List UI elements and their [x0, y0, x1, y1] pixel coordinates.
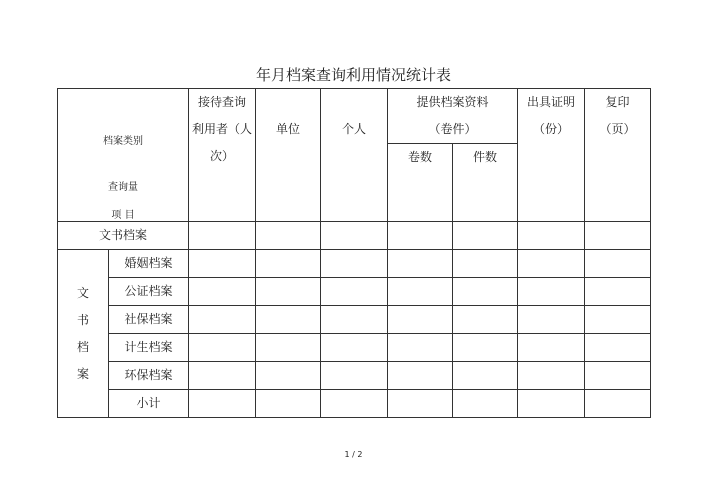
cell[interactable]	[388, 390, 453, 418]
header-provide	[388, 89, 518, 144]
cell[interactable]	[388, 222, 453, 250]
cell[interactable]	[256, 334, 321, 362]
cell[interactable]	[453, 250, 518, 278]
cell[interactable]	[321, 334, 388, 362]
page-number: 1 / 2	[344, 450, 363, 459]
cell[interactable]	[256, 306, 321, 334]
header-certificate-line: （份）	[533, 122, 570, 136]
row-label: 环保档案	[109, 362, 189, 390]
header-copy-line: （页）	[599, 122, 636, 136]
cell[interactable]	[518, 362, 585, 390]
cell[interactable]	[518, 250, 585, 278]
header-certificate	[518, 89, 585, 222]
header-person-label: 个人	[341, 122, 366, 136]
cell[interactable]	[388, 278, 453, 306]
header-receive-line: 利用者（人	[191, 122, 252, 136]
table-row	[58, 250, 651, 278]
cell[interactable]	[321, 222, 388, 250]
statistics-table	[57, 88, 651, 418]
cell[interactable]	[453, 306, 518, 334]
cell[interactable]	[256, 390, 321, 418]
table-row	[58, 390, 651, 418]
cell[interactable]	[518, 390, 585, 418]
cell[interactable]	[585, 250, 651, 278]
cell[interactable]	[585, 362, 651, 390]
header-certificate-line: 出具证明	[527, 95, 576, 109]
cell[interactable]	[388, 362, 453, 390]
group-label-char: 案	[76, 366, 89, 381]
cell[interactable]	[189, 334, 256, 362]
cell[interactable]	[189, 278, 256, 306]
row-label: 公证档案	[109, 278, 189, 306]
header-copy	[585, 89, 651, 222]
cell[interactable]	[453, 334, 518, 362]
cell[interactable]	[518, 334, 585, 362]
cell[interactable]	[321, 390, 388, 418]
table-row	[58, 278, 651, 306]
cell[interactable]	[453, 390, 518, 418]
cell[interactable]	[453, 222, 518, 250]
header-receive	[189, 89, 256, 222]
cell[interactable]	[388, 306, 453, 334]
cell[interactable]	[321, 250, 388, 278]
cell[interactable]	[453, 278, 518, 306]
cell[interactable]	[585, 306, 651, 334]
row-label-subtotal: 小计	[109, 390, 189, 418]
cell[interactable]	[321, 362, 388, 390]
cell[interactable]	[321, 306, 388, 334]
cell[interactable]	[189, 362, 256, 390]
header-unit	[256, 89, 321, 222]
row-label-main: 文书档案	[58, 222, 189, 250]
cell[interactable]	[189, 306, 256, 334]
corner-category: 档案类别	[103, 136, 143, 147]
table-row	[58, 306, 651, 334]
cell[interactable]	[518, 306, 585, 334]
header-receive-line: 接待查询	[197, 95, 246, 109]
header-unit-label: 单位	[275, 122, 300, 136]
cell[interactable]	[585, 278, 651, 306]
table-row	[58, 362, 651, 390]
group-label-char: 文	[76, 285, 89, 300]
header-provide-line: 提供档案资料	[416, 95, 489, 109]
header-volumes: 卷数	[388, 144, 453, 222]
header-corner-cell	[58, 89, 189, 222]
header-provide-line: （卷件）	[428, 122, 477, 136]
group-label	[58, 250, 109, 418]
row-label: 计生档案	[109, 334, 189, 362]
cell[interactable]	[585, 222, 651, 250]
cell[interactable]	[321, 278, 388, 306]
header-pieces: 件数	[453, 144, 518, 222]
cell[interactable]	[256, 278, 321, 306]
cell[interactable]	[189, 250, 256, 278]
cell[interactable]	[388, 250, 453, 278]
cell[interactable]	[388, 334, 453, 362]
cell[interactable]	[585, 334, 651, 362]
cell[interactable]	[256, 362, 321, 390]
row-label: 社保档案	[109, 306, 189, 334]
header-copy-line: 复印	[605, 95, 630, 109]
header-receive-line: 次）	[209, 149, 234, 163]
table-row	[58, 334, 651, 362]
row-label: 婚姻档案	[109, 250, 189, 278]
document-title: 年月档案查询利用情况统计表	[255, 66, 451, 84]
cell[interactable]	[256, 222, 321, 250]
cell[interactable]	[585, 390, 651, 418]
corner-item: 项 目	[111, 210, 135, 221]
group-label-char: 档	[76, 339, 89, 354]
cell[interactable]	[518, 222, 585, 250]
cell[interactable]	[189, 390, 256, 418]
cell[interactable]	[189, 222, 256, 250]
table-row	[58, 222, 651, 250]
corner-amount: 查询量	[108, 182, 138, 193]
cell[interactable]	[518, 278, 585, 306]
cell[interactable]	[453, 362, 518, 390]
cell[interactable]	[256, 250, 321, 278]
header-person	[321, 89, 388, 222]
group-label-char: 书	[76, 312, 89, 327]
